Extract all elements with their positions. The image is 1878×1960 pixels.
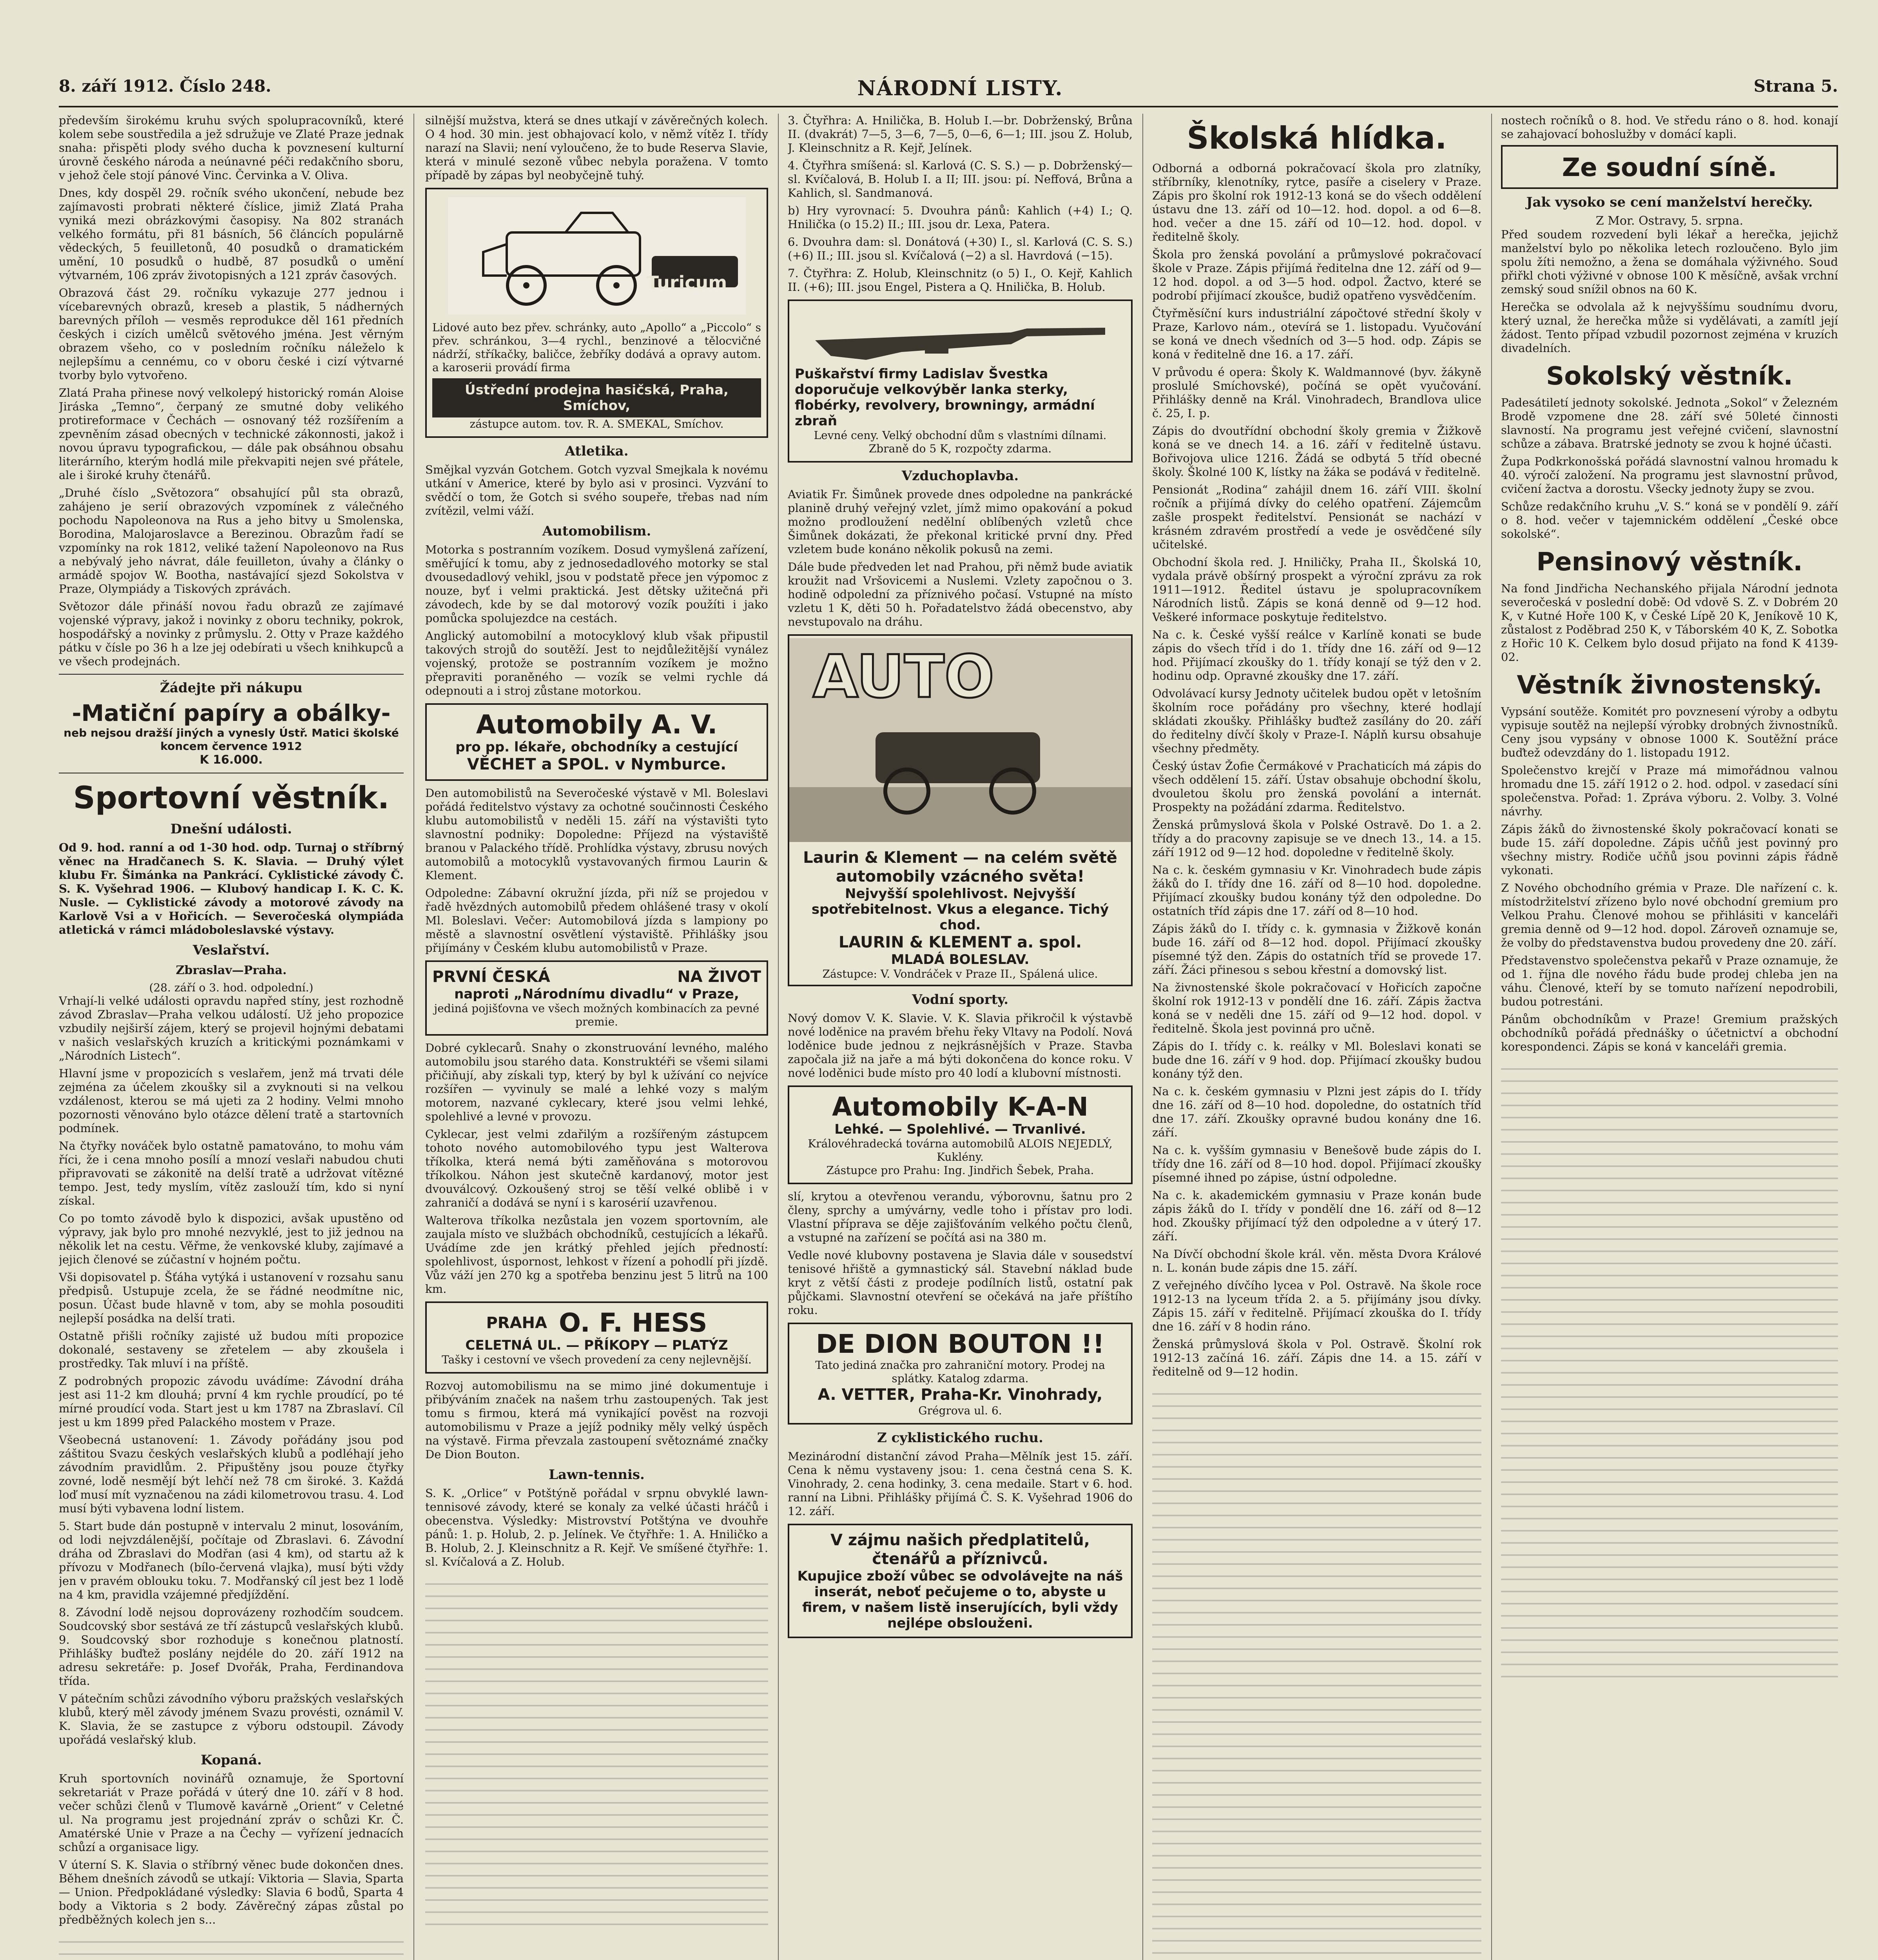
- dateline: Z Mor. Ostravy, 5. srpna.: [1595, 214, 1744, 228]
- pojistovna-sub: naproti „Národnímu divadlu“ v Praze,: [454, 986, 739, 1002]
- de-dion-bouton-ad: [788, 1323, 1133, 1425]
- article-paragraph: Zápis do I. třídy c. k. reálky v Ml. Boleslavi konati se bude dne 16. září v 9 hod. dop. Přijímací zkoušky budou konány týž den.: [1152, 1040, 1481, 1080]
- hess-city: PRAHA: [486, 1314, 547, 1332]
- column-3: [788, 114, 1133, 1960]
- article-paragraph: silnější mužstva, která se dnes utkají v závěrečných kolech. O 4 hod. 30 min. jest obhajovací kolo, v němž vítěz I. třídy narazí na Slavii; není vyloučeno, že to bude Reserva Slavie, která v minulé sezoně vůbec nebyla poražena. V tomto případě by zápas byl neobyčejně tuhý.: [425, 114, 768, 182]
- divider: [59, 674, 404, 675]
- article-paragraph: Odpoledne: Zábavní okružní jízda, při níž se projedou v řadě hvězdných automobilů předem ohlášené trasy v okolí Ml. Boleslavi. Večer: Automobilová jízda s lampiony po městě a slavnostní osvětlení výstaviště. Přihlášky jsou přijímány v Českém klubu automobilistů v Praze.: [425, 886, 768, 955]
- section-title-pensinovy: Pensinový věstník.: [1536, 548, 1803, 577]
- article-paragraph: b) Hry vyrovnací: 5. Dvouhra pánů: Kahlich (+4) I.; Q. Hnilička (o 15.2) II.; III. jsou dr. Lexa, Patera.: [788, 204, 1133, 231]
- column-1: [59, 114, 404, 1960]
- article-paragraph: Walterova tříkolka nezůstala jen vozem sportovním, ale zaujala místo ve službách obchodníků, cestujících a lékařů. Uvádíme zde jen krátký přehled jejích předností: spolehlivost, úspornost, lehkost v řízení a pohodlí při jízdě. Vůz váží jen 270 kg a spotřeba benzinu jest 5 litrů na 100 km.: [425, 1214, 768, 1296]
- text-filler: [1152, 1383, 1481, 1960]
- article-paragraph: Obchodní škola red. J. Hniličky, Praha II., Školská 10, vydala právě obšírný prospekt a výroční zprávu za rok 1911—1912. Ředitel ústavu je spolupracovníkem Národních listů. Zápis se koná denně od 9—12 hod. Veškeré informace poskytuje ředitelstvo.: [1152, 555, 1481, 624]
- automobily-av-ad: [425, 703, 768, 781]
- article-paragraph: Ostatně přišli ročníky zajisté už budou míti propozice dokonalé, sestaveny se zřetelem — aby zkoušela i prostředky. Tak mluví i na příště.: [59, 1329, 404, 1370]
- gun-shop-ad: [788, 299, 1133, 463]
- article-paragraph: Z veřejného dívčího lycea v Pol. Ostravě. Na škole roce 1912-13 na lyceum třída 2. a 5. přijímány jsou dívky. Zápis 15. září v ředitelně. Přijímací zkouška do I. třídy dne 16. září v 8 hodin ráno.: [1152, 1279, 1481, 1333]
- page-header: [59, 76, 1838, 104]
- automobily-av-firm: VĚCHET a SPOL. v Nymburce.: [467, 755, 727, 773]
- hess-name: O. F. HESS: [558, 1308, 707, 1338]
- article-paragraph: Na c. k. akademickém gymnasiu v Praze konán bude zápis žáků do I. třídy v pondělí dne 16. září od 8—12 hod. Zkoušky přijímací týž den odpoledne a v úterý 17. září.: [1152, 1189, 1481, 1243]
- article-paragraph: Anglický automobilní a motocyklový klub však připustil takových strojů do soutěží. Jest to nejdůležitější vynález vojenský, protože se postranním vozíkem je možno přepraviti poraněného — vozík se velmi rychle dá odepnouti a i stroj zůstane motorkou.: [425, 629, 768, 697]
- subsection-note: (28. září o 3. hod. odpolední.): [149, 981, 314, 994]
- article-paragraph: Na c. k. vyšším gymnasiu v Benešově bude zápis do I. třídy dne 16. září od 8—10 hod. dopol. Přijímací zkoušky písemné ihned po zápise, ústní odpoledne.: [1152, 1143, 1481, 1184]
- article-paragraph: Vedle nové klubovny postavena je Slavia dále v sousedství tenisové hřiště a gymnastický sál. Stavební náklad bude kryt z větší části z prodeje podílních listů, ostatní pak půjčkami. Slavnostní otevření se očekává na jaře příštího roku.: [788, 1249, 1133, 1317]
- article-paragraph: Zápis žáků do I. třídy c. k. gymnasia v Žižkově konán bude 16. září od 8—12 hod. dopol. Přijímací zkoušky písemné týž den. Zápis do ostatních tříd se provede 17. září. Žáci přinesou s sebou křestní a domovský list.: [1152, 922, 1481, 976]
- article-paragraph: Mezinárodní distanční závod Praha—Mělník jest 15. září. Cena k němu vystaveny jsou: 1. cena čestná cena S. K. Vinohrady, 2. cena hodinky, 3. cena medaile. Start v 6. hod. ranní na Libni. Přihlášky přijímá Č. S. K. Vyšehrad 1906 do 12. září.: [788, 1450, 1133, 1518]
- article-paragraph: Na c. k. českém gymnasiu v Plzni jest zápis do I. třídy dne 16. září od 8—10 hod. dopoledne, do ostatních tříd dne 17. září. Zkoušky opravné budou konány dne 16. září.: [1152, 1085, 1481, 1139]
- article-paragraph: Nový domov V. K. Slavie. V. K. Slavia přikročil k výstavbě nové loděnice na pravém břehu řeky Vltavy na Podolí. Nová loděnice bude jednou z nejkrásnějších v Praze. Stavba započala již na jaře a má býti dokončena do konce roku. V nové loděnici bude místo pro 40 lodí a klubovní místnosti.: [788, 1011, 1133, 1080]
- notice-title: V zájmu našich předplatitelů, čtenářů a příznivců.: [830, 1531, 1090, 1568]
- turicum-ad: [425, 188, 768, 438]
- maticni-ad-sum: K 16.000.: [199, 753, 263, 767]
- article-paragraph: 8. Závodní lodě nejsou doprovázeny rozhodčím soudcem. Soudcovský sbor sestává ze tří zástupců veslařských klubů. 9. Soudcovský sbor rozhoduje s konečnou platností. Přihlášky buďtež poslány nejdéle do 20. září 1912 na adresu sekretáře: p. Josef Dvořák, Praha, Ferdinandova třída.: [59, 1606, 404, 1688]
- article-paragraph: 7. Čtyřhra: Z. Holub, Kleinschnitz (o 5) I., O. Kejř, Kahlich II. (+6); III. jsou Engel, Pistera a Q. Hnilička, B. Holub.: [788, 267, 1133, 294]
- article-paragraph: 6. Dvouhra dam: sl. Donátová (+30) I., sl. Karlová (C. S. S.) (+6) II.; III. jsou sl. Kvíčalová (−2) a sl. Havrdová (−15).: [788, 235, 1133, 262]
- laurin-firm: LAURIN & KLEMENT a. spol.: [838, 933, 1082, 951]
- article-paragraph: Zlatá Praha přinese nový velkolepý historický román Aloise Jiráska „Temno“, čerpaný ze smutné doby velikého protireformace v Čechách — osnovaný též rozšířením a zpevněním zásad obecných v technické zákonnosti, jakož i novou úpravu typografickou, — dále pak obsáhnou obsahu literárního, kterým hodlá mile překvapiti nejen své přátele, ale i široké kruhy čtenářů.: [59, 386, 404, 482]
- column-5: [1501, 114, 1838, 1960]
- article-paragraph: V průvodu é opera: Školy K. Waldmannové (byv. žákyně proslulé Smíchovské), počíná se opět vyučování. Přihlášky denně na Král. Vinohradech, Brandlova ulice č. 25, I. p.: [1152, 365, 1481, 420]
- subsection-title: Kopaná.: [201, 1752, 262, 1768]
- kan-representative: Zástupce pro Prahu: Ing. Jindřich Šebek, Praha.: [826, 1164, 1094, 1177]
- section-title-sport: Sportovní věstník.: [73, 780, 390, 816]
- article-paragraph: Den automobilistů na Severočeské výstavě v Ml. Boleslavi pořádá ředitelstvo výstavy za ochotné součinnosti Českého klubu automobilistů v neděli 15. září na výstavišti tyto slavnostní podniky: Dopoledne: Příjezd na výstaviště branou v Palackého třídě. Prohlídka výstavy, zbrusu nových automobilů a motocyklů vystavovaných firmou Laurin & Klement.: [425, 786, 768, 882]
- laurin-klement-ad: [788, 634, 1133, 986]
- subsection-title: Veslařství.: [192, 942, 270, 958]
- automobily-av-sub: pro pp. lékaře, obchodníky a cestující: [455, 739, 738, 755]
- article-paragraph: Obrazová část 29. ročníku vykazuje 277 jednou i vícebarevných obrazů, kreseb a plastik, 5 nádherných barevných příloh — vesměs reprodukce děl 161 předních českých i cizích umělců světového jména. Jest věrným obrazem všeho, co v posledním ročníku náleželo k nejlepšímu a cennému, co v oboru české i cizí výtvarné tvorby bylo vytvořeno.: [59, 286, 404, 382]
- article-paragraph: Dále bude předveden let nad Prahou, při němž bude aviatik kroužit nad Vršovicemi a Nuslemi. Vzlety započnou o 3. hodině odpolední za příznivého počasí. Vstupné na místo vzletu 1 K, děti 50 h. Pořadatelstvo žádá obecenstvo, aby nevstupovalo na dráhu.: [788, 560, 1133, 628]
- article-paragraph: Na Dívčí obchodní škole král. věn. města Dvora Králové n. L. konán bude zápis dne 15. září.: [1152, 1247, 1481, 1274]
- turicum-ad-firm: Ústřední prodejna hasičská, Praha, Smíchov,: [432, 378, 761, 417]
- pojistovna-ad: [425, 960, 768, 1036]
- article-paragraph: nostech ročníků o 8. hod. Ve středu ráno o 8. hod. konají se zahajovací bohoslužby v domácí kapli.: [1501, 114, 1838, 141]
- section-title-soudni: Ze soudní síně.: [1562, 153, 1777, 182]
- column-4: [1152, 114, 1481, 1960]
- automobily-av-title: Automobily A. V.: [476, 710, 718, 740]
- kan-firm: Královéhradecká továrna automobilů ALOIS NEJEDLÝ, Kuklény.: [808, 1137, 1113, 1163]
- hess-note: Tašky i cestovní ve všech provedení za ceny nejlevnější.: [442, 1353, 752, 1366]
- text-filler: [425, 1573, 768, 1926]
- laurin-place: MLADÁ BOLESLAV.: [891, 952, 1030, 967]
- article-paragraph: Padesátiletí jednoty sokolské. Jednota „Sokol“ v Železném Brodě vzpomene dne 28. září své 50leté činnosti slavností. Na programu jest veřejné cvičení, slavnostní schůze a zábava. Bratrské jednoty se zvou k hojné účasti.: [1501, 396, 1838, 450]
- masthead: NÁRODNÍ LISTY.: [857, 76, 1063, 100]
- article-paragraph: Vypsání soutěže. Komitét pro povznesení výroby a odbytu vypisuje soutěž na nejlepší výrobky drobných živnostníků. Ceny jsou vypsány v obnose 1000 K. Soutěžní práce buďtež odevzdány do 1. listopadu 1912.: [1501, 705, 1838, 759]
- article-paragraph: 5. Start bude dán postupně v intervalu 2 minut, losováním, od lodi nejvzdálenější, počítaje od Zbraslavi. 6. Závodní dráha od Zbraslavi do Modřan (asi 4 km), od startu až k přívozu v Modřanech (bílo-červená vlajka), musí býti vždy jen v pravém oblouku toku. 7. Modřanský cíl jest bez 1 lodě na 4 km, pravidla vzájemné předjíždění.: [59, 1519, 404, 1601]
- text-filler: [1501, 1058, 1838, 1685]
- article-paragraph: Herečka se odvolala až k nejvyššímu soudnímu dvoru, který uznal, že herečka může si vydělávati, a zamítl její žádost. Tento případ vzbudil pozornost zejména v kruzích divadelních.: [1501, 300, 1838, 355]
- article-paragraph: Zápis do dvoutřídní obchodní školy gremia v Žižkově koná se ve dnech 14. a 16. září v ředitelně ústavu. Bořivojova ulice 1216. Žádá se odbytá 5 tříd obecné školy. Školné 100 K, lístky na žáka se podává v ředitelně.: [1152, 424, 1481, 479]
- section-title-zivnostensky: Věstník živnostenský.: [1517, 671, 1822, 700]
- hess-address: CELETNÁ UL. — PŘÍKOPY — PLATÝZ: [465, 1338, 728, 1353]
- article-paragraph: Světozor dále přináší novou řadu obrazů ze zajímavé vojenské výpravy, jakož i novinky z oboru techniky, pokrok, hospodářský a novinky z průmyslu. 2. Otty v Praze každého pátku v čísle po 36 h a lze jej odebírati u všech knihkupců a ve všech prodejnách.: [59, 600, 404, 668]
- article-paragraph: „Druhé číslo „Světozora“ obsahující půl sta obrazů, zahájeno je serií obrazových vzpomínek z válečného pochodu Napoleonova na Rus a jeho bitvy u Smolenska, Borodina, Malojaroslavce a Berezinou. Obrazům řadí se vzpomínky na rok 1812, veliké tažení Napoleonovo na Rus a nebývalý jeho návrat, dále feuilleton, úvahy a články o armádě spojov W. Bootha, nastávající sjezd Sokolstva v Praze, Olympiády a Tiskových zprávách.: [59, 486, 404, 595]
- kan-ad: [788, 1085, 1133, 1184]
- maticni-ad-title: -Matiční papíry a obálky-: [72, 700, 391, 726]
- article-paragraph: Škola pro ženská povolání a průmyslové pokračovací škole v Praze. Zápis přijímá ředitelna dne 12. září od 9—12 hod. dopol. a od 3—5 hod. odpol. Žactvo, které se podrobí přijímací zkoušce, budiž opatřeno vysvědčením.: [1152, 248, 1481, 302]
- article-paragraph: Český ústav Žofie Čermákové v Prachaticích má zápis do všech oddělení 15. září. Ústav obsahuje obchodní školu, dvouletou školu pro ženská povolání a internát. Prospekty na požádání zdarma. Ředitelstvo.: [1152, 759, 1481, 814]
- subsection-title: Automobilism.: [542, 523, 651, 539]
- article-paragraph: Od 9. hod. ranní a od 1-30 hod. odp. Turnaj o stříbrný věnec na Hradčanech S. K. Slavia. — Druhý výlet klubu Fr. Šimánka na Pankrácí. Cyklistické závody Č. S. K. Vyšehrad 1906. — Klubový handicap I. K. C. K. Nusle. — Cyklistické závody a motorové závody na Karlově Vsi a v Hořicích. — Severočeská olympiáda atletická v rámci mládoboleslavské výstavy.: [59, 841, 404, 936]
- article-paragraph: V úterní S. K. Slavia o stříbrný věnec bude dokončen dnes. Během dnešních závodů se utkají: Viktoria — Slavia, Sparta — Union. Předpokládané výsledky: Slavia 6 bodů, Sparta 4 body a Viktoria s 2 body. Závěrečný zápas zůstal po předběžných kolech jen s...: [59, 1858, 404, 1926]
- article-paragraph: Zápis žáků do živnostenské školy pokračovací konati se bude 15. září dopoledne. Zápis učňů jest povinný pro všechny mistry. Rodiče učňů jsou povinni zápis řádně vykonati.: [1501, 822, 1838, 877]
- hess-ad: [425, 1301, 768, 1374]
- article-paragraph: Na fond Jindřicha Nechanského přijala Národní jednota severočeská v poslední době: Od vdově S. Z. v Dobrém 20 K, v Kutné Hoře 100 K, v České Lípě 20 K, Jeníkově 10 K, zůstalost z Poděbrad 250 K, v Táborském 40 K, Z. Sobotka z Hořic 10 K. Celkem bylo dosud přijato na fond K 4139-02.: [1501, 582, 1838, 664]
- column-divider: [778, 114, 779, 1960]
- notice-text: Kupujice zboží vůbec se odvolávejte na náš inserát, neboť pečujeme o to, abyste u firem, v našem listě inserujících, byli vždy nejlépe obslouženi.: [797, 1568, 1123, 1631]
- article-paragraph: 3. Čtyřhra: A. Hnilička, B. Holub I.—br. Dobrženský, Brůna II. (dvakrát) 7—5, 3—6, 7—5, 0—6, 6—1; III. jsou Z. Holub, J. Kleinschnitz a R. Kejř, Jelínek.: [788, 114, 1133, 154]
- laurin-tagline: Laurin & Klement — na celém světě automobily vzácného světa!: [803, 849, 1117, 886]
- article-paragraph: Aviatik Fr. Šimůnek provede dnes odpoledne na pankrácké planině druhý veřejný vzlet, jímž mimo opakování a pokud možno prodloužení nedělní oblíbených vzletů chce Šimůnek dokázati, že překonal kritické první dny. Před vzletem bude konáno několik pokusů na zemi.: [788, 488, 1133, 556]
- subsection-title: Jak vysoko se cení manželství herečky.: [1526, 194, 1813, 210]
- subsection-title: Vzduchoplavba.: [901, 468, 1019, 484]
- article-paragraph: Motorka s postranním vozíkem. Dosud vymyšlená zařízení, směřující k tomu, aby z jednosedadlového motorky se stal dvousedadlový vehikl, jsou v podstatě přece jen výpomoc z nouze, byť i velmi praktická. Jest dětsky užitečná při závodech, kde by se dal motorový vozík použíti i jako pomůcka spolujezdce na cestách.: [425, 543, 768, 625]
- notice-box: [788, 1524, 1133, 1638]
- article-paragraph: Na čtyřky nováček bylo ostatně pamatováno, to mohu vám říci, že i cena mnoho posílí a mnozí veslaři nabudou chuti připravovati se zákonitě na delší tratě a udržovat vítězné tempo. Jest, tedy myslím, vítěz zaslouží tím, kdo si nyní získal.: [59, 1139, 404, 1207]
- section-title-skolska: Školská hlídka.: [1187, 121, 1447, 156]
- article-paragraph: Všeobecná ustanovení: 1. Závody pořádány jsou pod záštitou Svazu českých veslařských klubů a podléhají jeho závodním pravidlům. 2. Připuštěny jsou pouze čtyřky zovné, lodě nesmějí být lehčí než 78 cm široké. 3. Každá loď musí mít vyznačenou na zádi kilometrovou trasu. 4. Loď musí býti vybavena lodní listem.: [59, 1433, 404, 1515]
- gun-shop-firm: Puškařství firmy Ladislav Švestka doporučuje velkovýběr lanka sterky, flobérky, revolvery, browningy, armádní zbraň: [795, 366, 1095, 429]
- bouton-address: Grégrova ul. 6.: [918, 1404, 1002, 1417]
- turicum-ad-text: Lidové auto bez přev. schránky, auto „Apollo“ a „Piccolo“ s přev. schránkou, 3—4 rychl., benzinové a tělocvičné nádrží, stříkačky, baličce, žebříky dodává a opravy autom. a karoserii provádí firma: [432, 321, 761, 374]
- article-paragraph: Cyklecar, jest velmi zdařilým a rozšířeným zástupcem tohoto nového automobilového typu jest Walterova tříkolka, která nemá býti zaměňována s motorovou tříkolkou. Náhon jest skutečně kardanový, motor jest dvouválcový. Ozkoušený stroj se těší velké oblibě i v zahraničí a dodává se nyní i s karosérií uzavřenou.: [425, 1127, 768, 1209]
- section-frame: [1501, 145, 1838, 189]
- article-paragraph: Odborná a odborná pokračovací škola pro zlatníky, stříbrníky, klenotníky, rytce, pasíře a ciselery v Praze. Zápis pro školní rok 1912-13 koná se do všech oddělení ústavu dne 13. září od 10—12. hod. dopol. a od 6—8. hod. večer a dne 15. září od 10—12. hod. dopol. v ředitelně školy.: [1152, 162, 1481, 243]
- issue-date: 8. září 1912. Číslo 248.: [59, 76, 272, 96]
- bouton-title: DE DION BOUTON !!: [816, 1329, 1105, 1359]
- article-paragraph: Župa Podkrkonošská pořádá slavnostní valnou hromadu k 40. výročí založení. Na programu jest slavnostní průvod, cvičení žactva a dorostu. Všecky jednoty župy se zvou.: [1501, 455, 1838, 495]
- article-paragraph: Rozvoj automobilismu na se mimo jiné dokumentuje i přibýváním značek na našem trhu zastoupených. Tak jest tomu s firmou, která má vynikající pověst na rozvoji automobilismu v Praze a jejíž podniky měly velký úspěch na výstavě. Firma převzala zastoupení světoznámé značky De Dion Bouton.: [425, 1379, 768, 1461]
- rifle-illustration-icon: [807, 309, 1113, 364]
- header-rule: [59, 106, 1838, 107]
- column-divider: [1142, 114, 1143, 1960]
- section-title-sokol: Sokolský věstník.: [1546, 362, 1793, 391]
- article-paragraph: Ženská průmyslová škola v Pol. Ostravě. Školní rok 1912-13 začíná 16. září. Zápis dne 14. a 15. září v ředitelně od 9—12 hodin.: [1152, 1338, 1481, 1378]
- gun-shop-note: Levné ceny. Velký obchodní dům s vlastními dílnami. Zbraně do 5 K, rozpočty zdarma.: [814, 429, 1107, 455]
- laurin-qualities: Nejvyšší spolehlivost. Nejvyšší spotřebitelnost. Vkus a elegance. Tichý chod.: [811, 886, 1109, 933]
- article-paragraph: Ženská průmyslová škola v Polské Ostravě. Do 1. a 2. třídy a do pracovny zapisuje se ve dnech 13., 14. a 15. září 1912 od 9—12 hod. dopoledne v ředitelně školy.: [1152, 818, 1481, 859]
- article-paragraph: Čtyřměsíční kurs industriální zápočtové střední školy v Praze, Karlovo nám., otevírá se 1. listopadu. Vyučování se koná ve dnech všedních od 3—5 hod. odp. Zápis se koná v ředitelně dne 16. a 17. září.: [1152, 307, 1481, 361]
- article-paragraph: Schůze redakčního kruhu „V. S.“ koná se v pondělí 9. září o 8. hod. večer v tajemnickém oddělení „České obce sokolské“.: [1501, 500, 1838, 541]
- article-paragraph: Dnes, kdy dospěl 29. ročník svého ukončení, nebude bez zajímavosti probrati některé číslice, jimiž Zlatá Praha vyniká mezi obrázkovými časopisy. Na 802 stranách velkého formátu, při 81 básních, 56 článcích populárně vědeckých, 5 feuilletonů, 40 posudků o dramatickém umění, 10 posudků o hudbě, 87 posudků o umění výtvarném, 106 zpráv životopisných a 121 zpráv časových.: [59, 186, 404, 282]
- article-paragraph: Představenstvo společenstva pekařů v Praze oznamuje, že od 1. října dle nového řádu bude prodej chleba jen na váhu. Členové, kteří by se tomuto nařízení nepodrobili, budou potrestáni.: [1501, 954, 1838, 1008]
- article-paragraph: především širokému kruhu svých spolupracovníků, které kolem sebe soustředila a jež sdružuje ve Zlaté Praze jednak snaha: přispěti plody svého ducha k povznesení kulturní úrovně českého národa a neúnavné péči redakčního sboru, v jehož čele stojí pánové Vinc. Červinka a V. Oliva.: [59, 114, 404, 182]
- article-paragraph: Kruh sportovních novinářů oznamuje, že Sportovní sekretariát v Praze pořádá v úterý dne 10. září v 8 hod. večer schůzi členů v Tlumově kavárně „Orient“ v Celetné ul. Na programu jest projednání zpráv o schůzi Kr. Č. Amatérské Unie v Praze a na Čechy — vyřízení jednacích schůzí a organisace ligy.: [59, 1772, 404, 1854]
- article-paragraph: Pensionát „Rodina“ zahájil dnem 16. září VIII. školní ročník a přijímá dívky do celého opatření. Zájemcům zašle prospekt ředitelství. Pensionát se nachází v krásném zdravém prostředí a vede je osvědčené síly učitelské.: [1152, 483, 1481, 551]
- kan-title: Automobily K-A-N: [832, 1092, 1089, 1122]
- kan-sub: Lehké. — Spolehlivé. — Trvanlivé.: [834, 1122, 1086, 1137]
- page-number: Strana 5.: [1753, 76, 1838, 96]
- car-illustration-icon: [448, 197, 746, 315]
- article-paragraph: Společenstvo krejčí v Praze má mimořádnou valnou hromadu dne 15. září 1912 o 2. hod. odpol. v zasedací síni společenstva. Pořad: 1. Zpráva výboru. 2. Volby. 3. Volné návrhy.: [1501, 764, 1838, 818]
- ad-heading: Žádejte při nákupu: [160, 680, 303, 696]
- pojistovna-right: NA ŽIVOT: [677, 968, 761, 986]
- laurin-auto-illustration-icon: [789, 638, 1131, 842]
- article-paragraph: Před soudem rozvedení byli lékař a herečka, jejichž manželství bylo po několika letech rozloučeno. Bylo jim spolu žíti nemožno, a žena se domáhala výživného. Soud přiřkl choti výživné v obnose 100 K měsíčně, avšak vrchní zemský soud snížil obnos na 60 K.: [1501, 228, 1838, 296]
- subsection-title: Zbraslav—Praha.: [176, 964, 287, 977]
- article-paragraph: Dobré cyklecarů. Snahy o zkonstruování levného, malého automobilu jsou starého data. Konstruktéři se všemi silami přičiňují, aby získali typ, který by byl k užívání co nejvíce rozšířen — vyvinuly se malé a lehké vozy s malým motorem, nazvané cyklecary, které jsou velmi lehké, spolehlivé a levné v provozu.: [425, 1041, 768, 1123]
- text-filler: [59, 1931, 404, 1960]
- article-paragraph: Odvolávací kursy Jednoty učitelek budou opět v letošním školním roce pořádány pro všechny, které hodlají skládati zkoušky. Přihlášky buďtež zasílány do 20. září do ředitelny dívčí školy v Praze-I. Náplň kursu obsahuje všechny předměty.: [1152, 687, 1481, 755]
- subsection-title: Lawn-tennis.: [549, 1467, 645, 1483]
- article-paragraph: Smějkal vyzván Gotchem. Gotch vyzval Smejkala k novému utkání v Americe, které by bylo asi v prosinci. Vyzvání to svědčí o tom, že Gotch si svého soupeře, třebas nad ním zvítězil, velmi váží.: [425, 463, 768, 517]
- article-paragraph: S. K. „Orlice“ v Potštýně pořádal v srpnu obvyklé lawn-tennisové závody, které se konaly za velké účasti hráčů i obecenstva. Výsledky: Mistrovství Potštýna ve dvouhře pánů: 1. p. Holub, 2. p. Jelínek. Ve čtyřhře: 1. A. Hniličko a B. Holub, 2. J. Kleinschnitz a R. Kejř. Ve smíšené čtyřhře: 1. sl. Kvíčalová a Z. Holub.: [425, 1486, 768, 1568]
- subsection-title: Vodní sporty.: [912, 992, 1009, 1007]
- article-paragraph: Z podrobných propozic závodu uvádíme: Závodní dráha jest asi 11-2 km dlouhá; první 4 km rychle proudící, po té mírné proudící voda. Start jest u km 1787 na Zbraslaví. Cíl jest u km 1899 před Palackého mostem v Praze.: [59, 1374, 404, 1429]
- article-paragraph: Vši dopisovatel p. Šťáha vytýká i ustanovení v rozsahu sanu předpisů. Ustupuje zcela, že se řádné neodmítne nic, posun. Účast bude hlavně v tom, aby se mohla posouditi nejlepší posádka na delší trati.: [59, 1270, 404, 1325]
- column-2: [425, 114, 768, 1960]
- article-paragraph: Z Nového obchodního grémia v Praze. Dle nařízení c. k. místodržitelství zřízeno bylo nové obchodní gremium pro Velkou Prahu. Členové mohou se přihlásiti v kanceláři gremia denně od 9—12 hod. dopol. Zároveň oznamuje se, že volby do představenstva budou provedeny dne 20. září.: [1501, 881, 1838, 949]
- article-paragraph: Vrhají-li velké události opravdu napřed stíny, jest rozhodně závod Zbraslav—Praha velkou událostí. Už jeho propozice vzbudily nejširší zájem, který se projevil hojnými debatami v našich veslařských kruzích a kritickými poznámkami v „Národních Listech“.: [59, 994, 404, 1062]
- article-paragraph: Co po tomto závodě bylo k dispozici, avšak upustěno od výpravy, jak bylo pro mnohé nezvyklé, jest to již jednou na několik let na cestu. Věřme, že venkovské kluby, zajímavé a jejich členové se zúčastní v hojném počtu.: [59, 1212, 404, 1266]
- article-paragraph: Pánům obchodníkům v Praze! Gremium pražských obchodníků pořádá přednášky o účetnictví a obchodní korespondenci. Zápis se koná v kanceláři gremia.: [1501, 1013, 1838, 1053]
- bouton-firm: A. VETTER, Praha-Kr. Vinohrady,: [818, 1386, 1103, 1404]
- svg-text:AUTO: AUTO: [813, 643, 995, 711]
- subsection-title: Dnešní události.: [170, 821, 292, 837]
- article-paragraph: 4. Čtyřhra smíšená: sl. Karlová (C. S. S.) — p. Dobrženský—sl. Kvíčalová, B. Holub I. a II; III. jsou: pí. Neffová, Brůna a Kahlich, sl. Sandmanová.: [788, 159, 1133, 200]
- article-paragraph: slí, krytou a otevřenou verandu, výborovnu, šatnu pro 2 členy, sprchy a umývárny, vedle toho i přístav pro lodi. Vlastní příprava se děje zajišťováním velkého počtu členů, a vstupné na zařízení se počítá asi na 380 m.: [788, 1190, 1133, 1244]
- column-divider: [1491, 114, 1492, 1960]
- pojistovna-left: PRVNÍ ČESKÁ: [432, 968, 550, 986]
- column-divider: [413, 114, 414, 1960]
- article-paragraph: Na c. k. České vyšší reálce v Karlíně konati se bude zápis do všech tříd i do 1. třídy dne 16. září od 9—12 hod. Přijímací zkoušky do 1. třídy konají se týž den v 2. hodinu odp. Opravné zkoušky dne 17. září.: [1152, 628, 1481, 682]
- pojistovna-note: jediná pojišťovna ve všech možných kombinacích za pevné premie.: [434, 1002, 760, 1028]
- article-paragraph: Hlavní jsme v propozicích s veslařem, jenž má trvati déle zejména za účelem zkoušky sil a zvyknouti si na velkou vzdálenost, kterou se má ujeti za 2 hodiny. Velmi mnoho pozornosti věnováno bylo otázce dělení tratě a startovních podmínek.: [59, 1067, 404, 1135]
- maticni-ad-note: neb nejsou dražší jiných a vynesly Ústř. Matici školské koncem července 1912: [63, 726, 399, 753]
- subsection-title: Z cyklistického ruchu.: [877, 1430, 1043, 1446]
- subsection-title: Atletika.: [565, 443, 629, 459]
- article-paragraph: V pátečním schůzi závodního výboru pražských veslařských klubů, který měl závody jménem Svazu provésti, oznámil V. K. Slavia, že se zastupce z výboru odstoupil. Závody upořádá veslařský klub.: [59, 1692, 404, 1746]
- article-paragraph: Na c. k. českém gymnasiu v Kr. Vinohradech bude zápis žáků do I. třídy dne 16. září od 8—10 hod. dopoledne. Přijímací zkoušky budou konány týž den odpoledne. Do ostatních tříd zápis dne 17. září od 8—10 hod.: [1152, 863, 1481, 918]
- bouton-text: Tato jediná značka pro zahraniční motory. Prodej na splátky. Katalog zdarma.: [815, 1359, 1105, 1385]
- turicum-ad-note: zástupce autom. tov. R. A. SMEKAL, Smíchov.: [470, 417, 724, 430]
- laurin-representative: Zástupce: V. Vondráček v Praze II., Spálená ulice.: [822, 967, 1098, 980]
- article-paragraph: Na živnostenské škole pokračovací v Hořicích započne školní rok 1912-13 v pondělí dne 16. září. Zápis žactva koná se v neděli dne 15. září od 9—12 hod. dopol. v ředitelně. Škola jest povinná pro učně.: [1152, 981, 1481, 1035]
